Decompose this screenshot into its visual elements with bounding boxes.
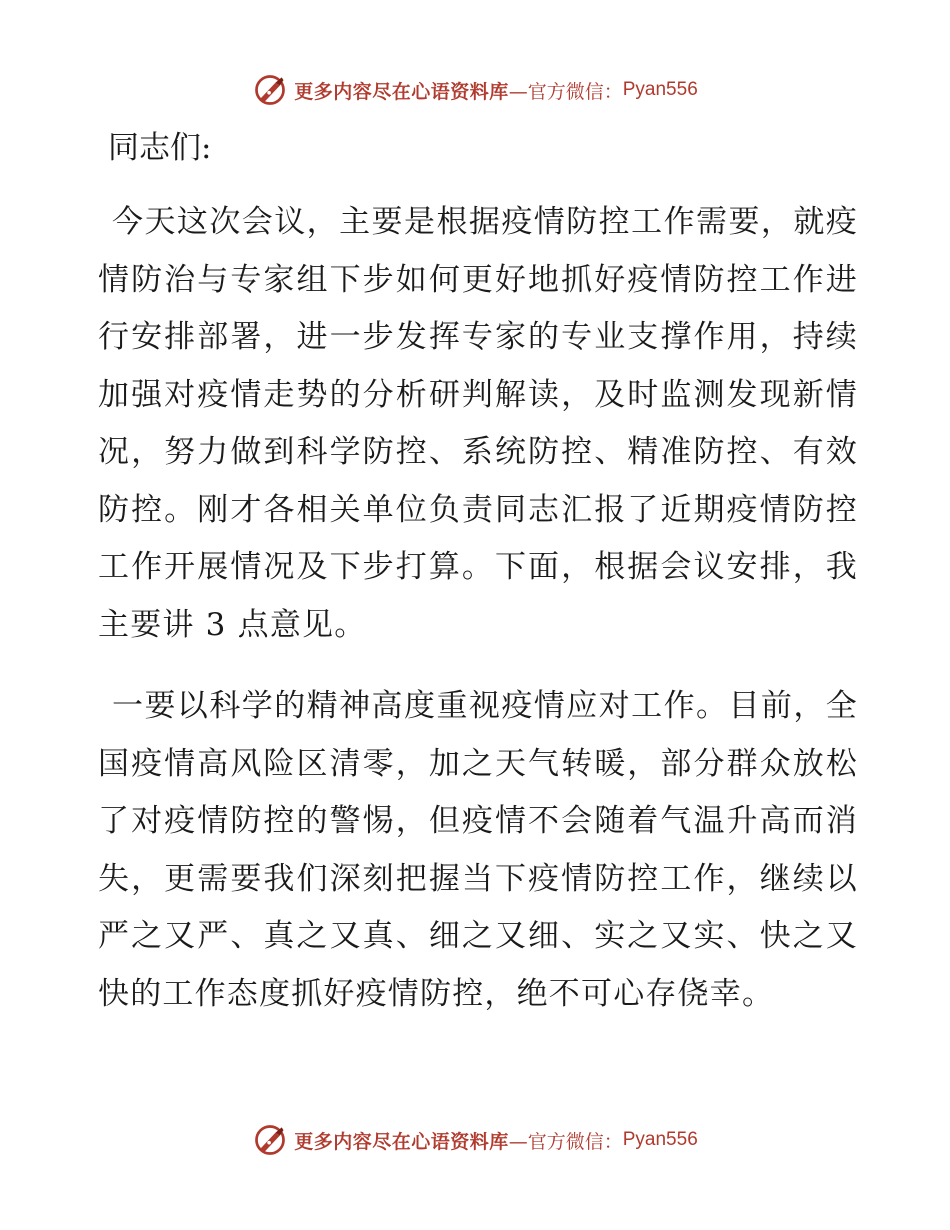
pen-nib-logo-icon — [252, 1122, 288, 1158]
paragraph-point-one: 一要以科学的精神高度重视疫情应对工作。目前，全国疫情高风险区清零，加之天气转暖，部分群众放松了对疫情防控的警惕，但疫情不会随着气温升高而消失，更需要我们深刻把握当下疫情防控工作，继续以严之又严、真之又真、细之又细、实之又实、快之又快的工作态度抓好疫情防控，绝不可心存侥幸。 — [98, 688, 858, 1012]
footer-watermark-banner — [0, 1120, 950, 1160]
footer-wechat-id: Pyan556 — [622, 1129, 698, 1150]
pen-nib-logo-icon — [252, 72, 288, 108]
footer-brand-text: 更多内容尽在心语资料库 — [294, 1130, 509, 1153]
salutation: 同志们: — [108, 130, 212, 166]
header-watermark-banner — [0, 70, 950, 110]
footer-official-label: —官方微信： — [508, 1130, 623, 1153]
header-official-label: —官方微信： — [508, 80, 623, 103]
header-brand-text: 更多内容尽在心语资料库 — [294, 80, 509, 103]
header-wechat-id: Pyan556 — [622, 79, 698, 100]
paragraph-intro: 今天这次会议，主要是根据疫情防控工作需要，就疫情防治与专家组下步如何更好地抓好疫情防控工作进行安排部署，进一步发挥专家的专业支撑作用，持续加强对疫情走势的分析研判解读，及时监测发现新情况，努力做到科学防控、系统防控、精准防控、有效防控。刚才各相关单位负责同志汇报了近期疫情防控工作开展情况及下步打算。下面，根据会议安排，我主要讲 3 点意见。 — [98, 204, 858, 643]
